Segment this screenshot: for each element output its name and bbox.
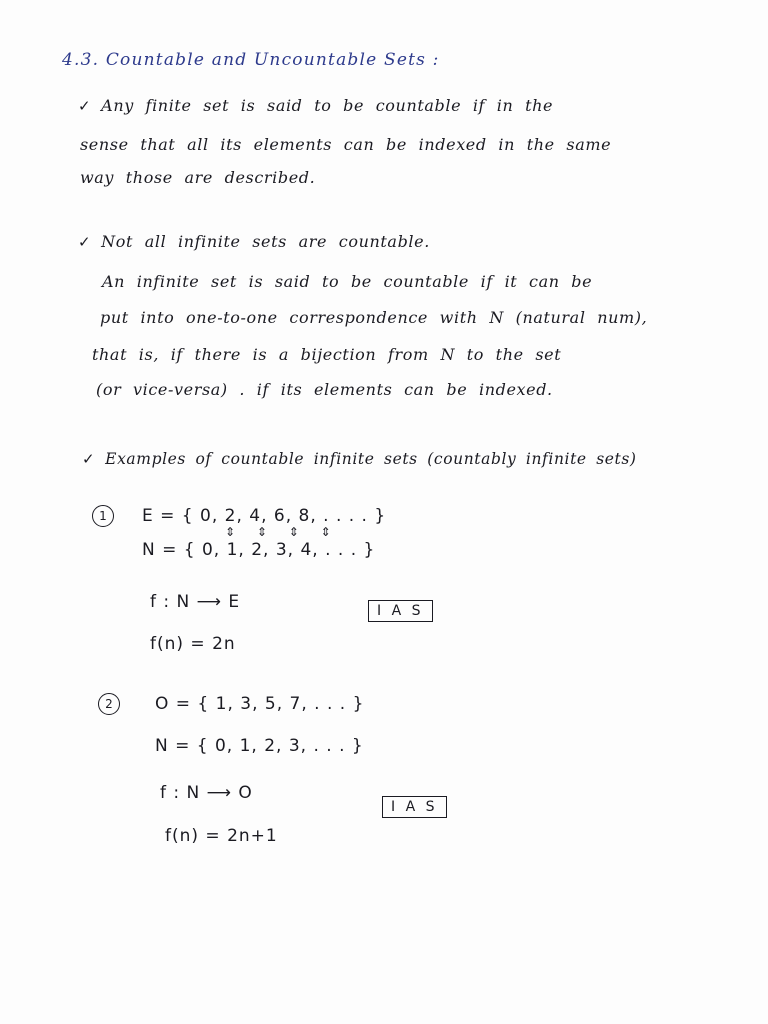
examples-heading-text: Examples of countable infinite sets (countably infinite sets) [105, 450, 637, 468]
example-2-number: 2 [98, 693, 120, 715]
intro-line-2: sense that all its elements can be indexed in the same [80, 135, 612, 154]
set-n-1: N = { 0, 1, 2, 3, 4, . . . } [142, 540, 376, 560]
example-1-number: 1 [92, 505, 114, 527]
function-rule-2: f(n) = 2n+1 [165, 826, 278, 846]
set-o: O = { 1, 3, 5, 7, . . . } [155, 694, 365, 714]
examples-heading [82, 450, 637, 468]
intro-line-3: way those are described. [80, 168, 316, 187]
intro-text-1: Any finite set is said to be countable if in the [101, 96, 554, 115]
set-n-2: N = { 0, 1, 2, 3, . . . } [155, 736, 364, 756]
checkmark-icon: ✓ [78, 233, 92, 251]
function-map-2: f : N ⟶ O [160, 783, 253, 803]
set-e: E = { 0, 2, 4, 6, 8, . . . . } [142, 506, 387, 526]
infinite-text-1: Not all infinite sets are countable. [101, 232, 430, 251]
definition-line-2: put into one-to-one correspondence with N (natural num), [100, 308, 648, 327]
intro-line-1 [78, 96, 553, 115]
checkmark-icon: ✓ [78, 97, 92, 115]
infinite-line-1 [78, 232, 430, 251]
function-map-1: f : N ⟶ E [150, 592, 241, 612]
ias-box-1: I A S [368, 600, 433, 619]
definition-line-4: (or vice-versa) . if its elements can be indexed. [96, 380, 553, 399]
ias-box-2: I A S [382, 796, 447, 815]
correspondence-arrows: ⇕ ⇕ ⇕ ⇕ [225, 525, 331, 539]
section-heading: 4.3. Countable and Uncountable Sets : [62, 50, 440, 70]
definition-line-3: that is, if there is a bijection from N to the set [92, 345, 562, 364]
function-rule-1: f(n) = 2n [150, 634, 236, 654]
definition-line-1: An infinite set is said to be countable if it can be [102, 272, 593, 291]
checkmark-icon: ✓ [82, 450, 96, 468]
